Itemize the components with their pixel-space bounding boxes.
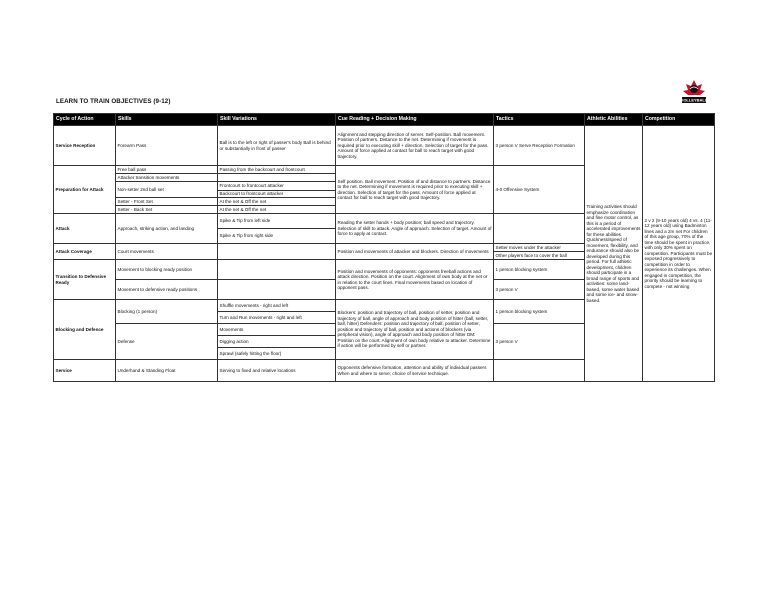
cue-cell: Reading the setter hands + body position; ball speed and trajectory. Selection of skill to attack. Angle of approach. Selection of target. Amount of force to apply at contact. — [336, 214, 494, 244]
competition-cell: 2 v 2 (9-10 years old) 4 vs. 4 (11-12 years old) using Badminton lines and a 2m net For children of this age group, 70% of the time should be spent in practice, with only 30% spent on competition. Participants must be exposed progressively to competition in order to experience its challenges. When engaged in competition, the priority should be learning to compete - not winning — [643, 126, 715, 382]
variation-cell: Passing from the backcourt and frontcourt — [218, 166, 336, 174]
variation-line: Backcourt to frontcourt attacker — [219, 191, 284, 196]
variation-cell: Turn and Run movements - right and left — [218, 312, 336, 324]
variation-cell — [218, 174, 336, 182]
tactics-cell: 4-0 Offensive System — [494, 166, 585, 214]
cue-cell: Blockers: position and trajectory of ball, position of setter, position and trajectory of ball, angle of approach and body position of hitter (ball, setter, ball, hitter) Defenders: position and trajectory of ball, position of setter, position and trajectory of ball, position and actions of blockers (via peripheral vision), angle of approach and body position of hitter DM: Position on the court. Alignment of own body relative to attacker. Determine if action will be performed by self or partner. — [336, 300, 494, 360]
skill-cell: Free ball pass — [116, 166, 218, 174]
variation-cell — [218, 280, 336, 300]
cycle-transition: Transition to Defensive Ready — [54, 260, 116, 300]
skill-cell: Approach, striking action, and landing — [116, 214, 218, 244]
cycle-attack-coverage: Attack Coverage — [54, 244, 116, 260]
tactics-cell: 3 person V — [494, 280, 585, 300]
volleyball-logo — [674, 78, 714, 106]
cue-cell: Alignment and stepping direction of server. Self-position. Ball movement. Position of partners. Distance to the net. Determining if movement is required prior to executing skill + direction. Selection of target for the pass. Amount of force applied at contact for ball to reach target with good trajectory. — [336, 126, 494, 166]
skill-cell: Blocking (1 person) — [116, 300, 218, 324]
header-row — [54, 114, 715, 126]
header-cue: Cue Reading + Decision Making — [336, 114, 494, 126]
skill-cell: Defense — [116, 324, 218, 360]
skill-cell: Setter - Back Set — [116, 206, 218, 214]
cycle-blocking-defence: Blocking and Defence — [54, 300, 116, 360]
skill-cell: Setter - Front Set — [116, 198, 218, 206]
header-cycle: Cycle of Action — [54, 114, 116, 126]
skill-cell: Attacker transition movements — [116, 174, 218, 182]
tactics-cell: Other players face to cover the ball — [494, 252, 585, 260]
variation-cell — [218, 260, 336, 280]
variation-line: Frontcourt to frontcourt attacker — [218, 182, 335, 191]
tactics-cell: 1 person blocking system — [494, 260, 585, 280]
objectives-table — [53, 113, 715, 382]
variation-cell — [218, 182, 336, 198]
header-tactics: Tactics — [494, 114, 585, 126]
tactics-cell — [494, 214, 585, 244]
cycle-service-reception: Service Reception — [54, 126, 116, 166]
skill-cell: Court movements — [116, 244, 218, 260]
tactics-cell: 1 person blocking system — [494, 300, 585, 324]
variation-cell: At the net & Off the net — [218, 198, 336, 206]
variation-cell: Serving to fixed and relative locations — [218, 360, 336, 382]
cycle-attack: Attack — [54, 214, 116, 244]
cycle-preparation-for-attack: Preparation for Attack — [54, 166, 116, 214]
variation-cell: At the net & Off the net — [218, 206, 336, 214]
variation-cell: Spike & Tip from left side — [218, 214, 336, 229]
variation-cell — [218, 244, 336, 260]
tactics-cell: 3 person V Serve Reception Formation — [494, 126, 585, 166]
header-skills: Skills — [116, 114, 218, 126]
variation-cell: Spike & Tip from right side — [218, 229, 336, 244]
variation-cell: Movements — [218, 324, 336, 336]
cue-cell: Position and movements of opponents: opponents freeball actions and attack direction. Position on the court. Alignment of own body at the net or in relation to the court lines. Final movements based on location of opponent pass. — [336, 260, 494, 300]
logo-text: VOLLEYBALL — [680, 97, 708, 103]
header-variations: Skill Variations — [218, 114, 336, 126]
ball-icon — [690, 85, 698, 93]
header-athletic: Athletic Abilities — [585, 114, 643, 126]
page-title: LEARN TO TRAIN OBJECTIVES (9-12) — [56, 98, 171, 105]
tactics-cell — [494, 360, 585, 382]
header-competition: Competition — [643, 114, 715, 126]
cycle-service: Service — [54, 360, 116, 382]
cue-cell: Self position. Ball movement. Position of and distance to partners. Distance to the net. Determining if movement is required prior to executing skill + direction. Selection of target for the pass. Amount of force applied at contact for ball to reach target with good trajectory. — [336, 166, 494, 214]
variation-cell: Digging action — [218, 336, 336, 348]
tactics-cell: 3 person V — [494, 324, 585, 360]
cue-cell: Opponents defensive formation, attention and ability of individual passers When and where to serve; choice of service technique. — [336, 360, 494, 382]
variation-cell: Ball is to the left or right of passer's body Ball is behind or substantially in front of passer — [218, 126, 336, 166]
table-row — [54, 126, 715, 166]
tactics-cell: Setter moves under the attacker — [494, 244, 585, 252]
variation-cell: Sprawl (safely hitting the floor) — [218, 348, 336, 360]
athletic-abilities-cell: Training activities should emphasize coordination and fine motor control, as this is a period of accelerated improvements for these abilities. Quickness/speed of movement, flexibility, and endurance should also be developed during this period. For full athletic development, children should participate in a broad range of sports and activities: some land-based, some water based and some ice- and snow-based. — [585, 126, 643, 382]
skill-cell: Forearm Pass — [116, 126, 218, 166]
skill-cell: Movement to blocking ready position — [116, 260, 218, 280]
skill-cell: Non-setter 2nd ball set — [116, 182, 218, 198]
skill-cell: Movement to defensive ready positions — [116, 280, 218, 300]
variation-cell: Shuffle movements - right and left — [218, 300, 336, 312]
skill-cell: Underhand & Standing Float — [116, 360, 218, 382]
cue-cell: Position and movements of attacker and blockers. Direction of movements — [336, 244, 494, 260]
